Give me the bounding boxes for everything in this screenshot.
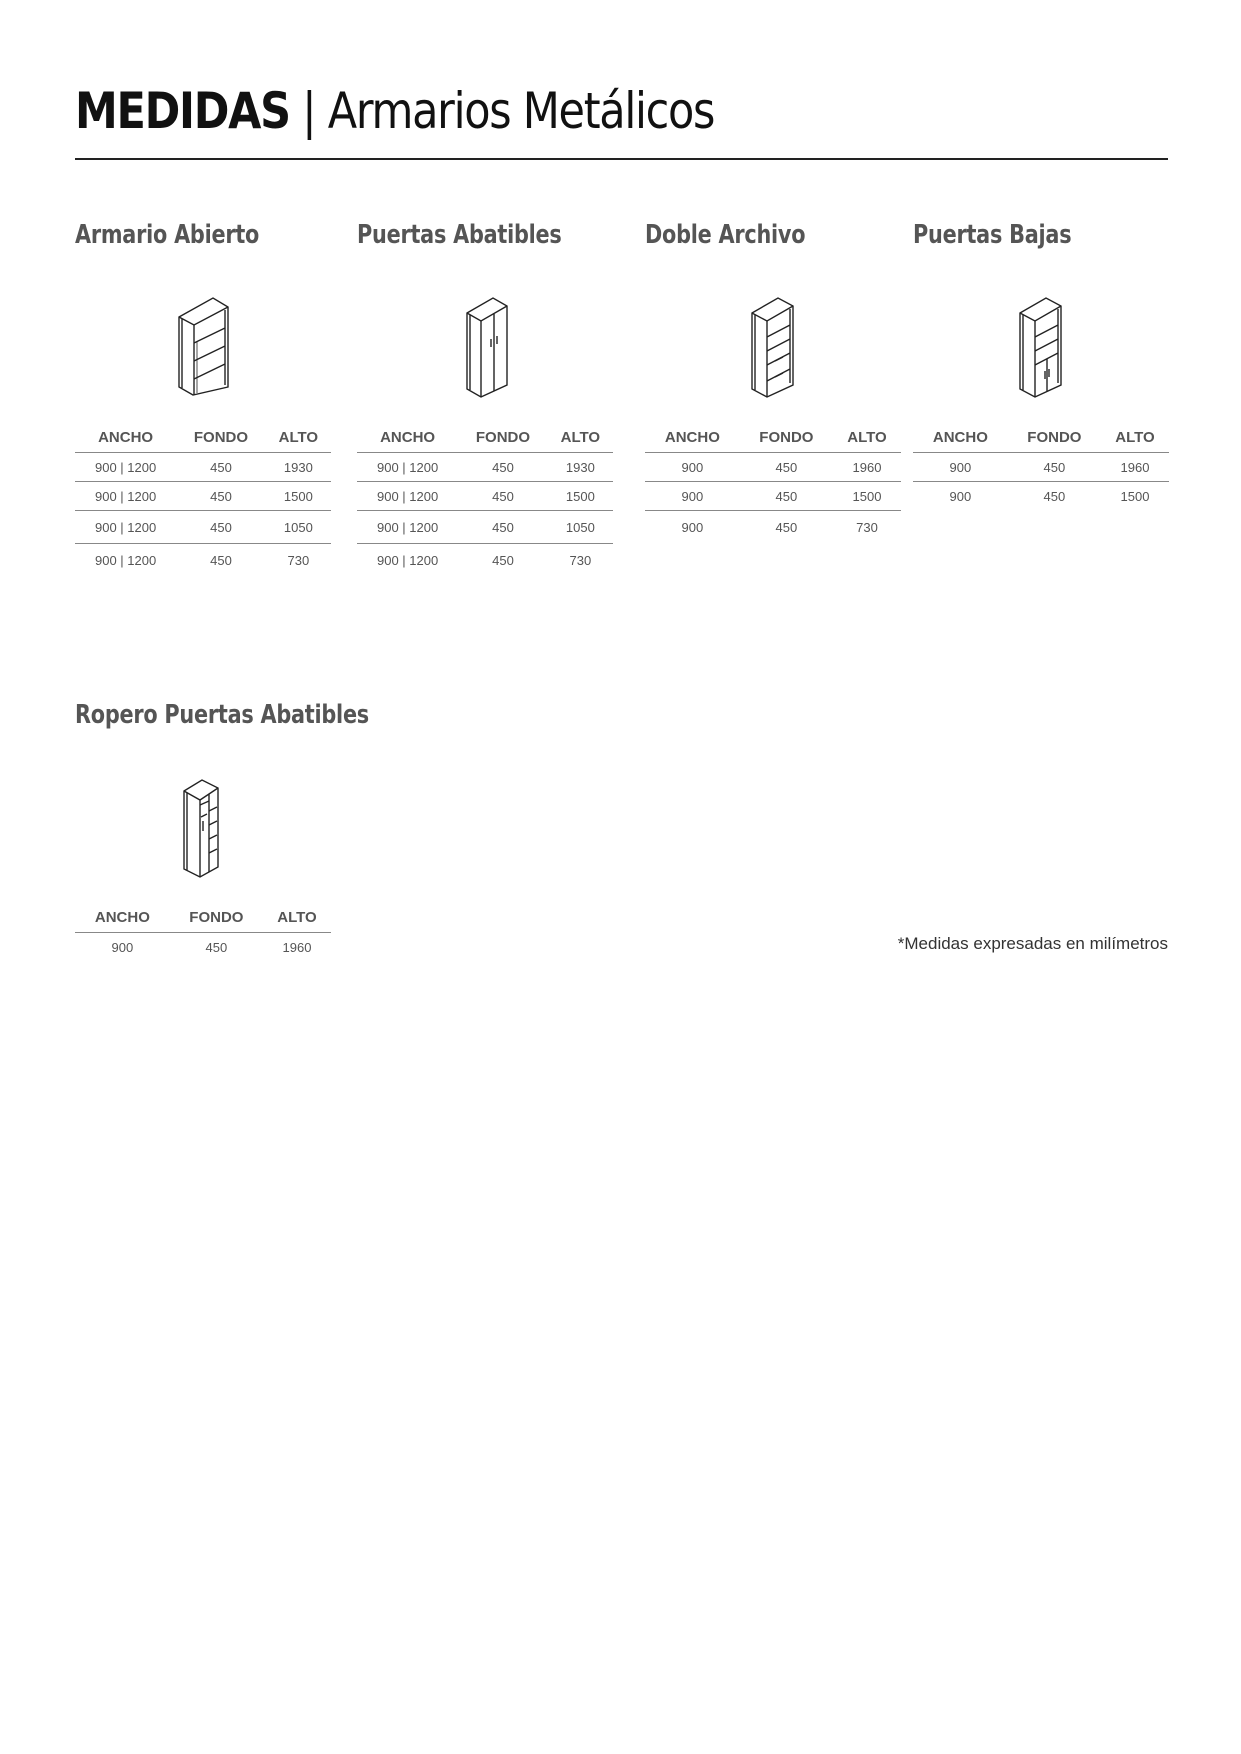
col-ancho: ANCHO <box>75 422 176 453</box>
cell-fondo: 450 <box>775 519 798 535</box>
cell-fondo: 450 <box>1008 453 1101 482</box>
cell-fondo: 450 <box>176 482 266 511</box>
col-ancho: ANCHO <box>645 422 740 453</box>
table-row <box>75 511 331 544</box>
cell-fondo: 450 <box>205 939 228 955</box>
cell-alto: 1930 <box>266 453 331 482</box>
col-alto: ALTO <box>266 422 331 453</box>
section-title: Puertas Abatibles <box>357 220 562 250</box>
dimensions-table <box>357 422 613 576</box>
table-row <box>645 511 901 544</box>
cell-ancho: 900 <box>681 519 704 535</box>
cell-ancho: 900 | 1200 <box>75 511 176 544</box>
col-fondo: FONDO <box>740 422 833 453</box>
table-row <box>913 453 1169 482</box>
cabinet-low-doors-illustration <box>913 295 1169 400</box>
cell-fondo: 450 <box>210 552 232 568</box>
section-title: Doble Archivo <box>645 220 806 250</box>
cell-ancho: 900 | 1200 <box>357 482 458 511</box>
col-alto: ALTO <box>548 422 613 453</box>
title-bold: MEDIDAS <box>75 82 290 140</box>
table-row <box>75 544 331 577</box>
cell-ancho: 900 | 1200 <box>94 552 157 568</box>
cell-ancho: 900 <box>111 939 134 955</box>
cell-alto: 730 <box>569 552 592 568</box>
section-ropero-puertas-abatibles <box>75 700 369 955</box>
page-title <box>75 82 714 140</box>
cell-alto: 1500 <box>833 482 901 511</box>
section-doble-archivo <box>645 220 901 535</box>
cell-fondo: 450 <box>492 552 514 568</box>
title-light: Armarios Metálicos <box>327 82 715 140</box>
col-fondo: FONDO <box>170 902 263 933</box>
col-fondo: FONDO <box>458 422 548 453</box>
col-alto: ALTO <box>833 422 901 453</box>
cell-fondo: 450 <box>740 453 833 482</box>
cell-alto: 730 <box>856 519 878 535</box>
footnote: *Medidas expresadas en milímetros <box>897 934 1168 953</box>
table-row <box>357 482 613 511</box>
cell-ancho: 900 | 1200 <box>357 453 458 482</box>
wardrobe-illustration <box>75 775 331 880</box>
cell-alto: 1050 <box>548 511 613 544</box>
section-armario-abierto <box>75 220 331 568</box>
cell-alto: 1960 <box>833 453 901 482</box>
col-fondo: FONDO <box>176 422 266 453</box>
cell-alto: 730 <box>287 552 310 568</box>
section-puertas-abatibles <box>357 220 613 568</box>
cell-ancho: 900 | 1200 <box>376 552 439 568</box>
cell-alto: 1500 <box>266 482 331 511</box>
cell-alto: 1930 <box>548 453 613 482</box>
table-row <box>645 482 901 511</box>
col-alto: ALTO <box>263 902 331 933</box>
cell-ancho: 900 <box>949 488 972 504</box>
cell-alto: 1500 <box>1120 488 1150 504</box>
dimensions-table <box>75 902 331 961</box>
cell-alto: 1960 <box>1101 453 1169 482</box>
table-row <box>913 482 1169 511</box>
cell-fondo: 450 <box>1043 488 1066 504</box>
table-row <box>357 453 613 482</box>
dimensions-table <box>75 422 331 576</box>
cell-ancho: 900 <box>645 453 740 482</box>
col-fondo: FONDO <box>1008 422 1101 453</box>
cell-fondo: 450 <box>458 482 548 511</box>
cell-ancho: 900 | 1200 <box>357 511 458 544</box>
section-puertas-bajas <box>913 220 1169 504</box>
cabinet-doors-illustration <box>357 295 613 400</box>
cabinet-filing-illustration <box>645 295 901 400</box>
cabinet-open-illustration <box>75 295 331 400</box>
table-row <box>75 453 331 482</box>
section-title: Ropero Puertas Abatibles <box>75 700 369 730</box>
title-separator: | <box>302 82 316 140</box>
col-ancho: ANCHO <box>357 422 458 453</box>
table-row <box>75 933 331 962</box>
dimensions-table <box>913 422 1169 510</box>
section-title: Puertas Bajas <box>913 220 1072 250</box>
title-rule <box>75 158 1168 160</box>
table-row <box>75 482 331 511</box>
table-row <box>357 544 613 577</box>
cell-ancho: 900 | 1200 <box>75 482 176 511</box>
cell-fondo: 450 <box>458 511 548 544</box>
cell-ancho: 900 <box>645 482 740 511</box>
col-alto: ALTO <box>1101 422 1169 453</box>
dimensions-table <box>645 422 901 543</box>
cell-fondo: 450 <box>458 453 548 482</box>
table-row <box>645 453 901 482</box>
cell-alto: 1500 <box>548 482 613 511</box>
cell-ancho: 900 <box>913 453 1008 482</box>
cell-fondo: 450 <box>176 453 266 482</box>
cell-fondo: 450 <box>176 511 266 544</box>
cell-fondo: 450 <box>740 482 833 511</box>
cell-alto: 1050 <box>266 511 331 544</box>
cell-ancho: 900 | 1200 <box>75 453 176 482</box>
col-ancho: ANCHO <box>913 422 1008 453</box>
cell-alto: 1960 <box>282 939 312 955</box>
table-row <box>357 511 613 544</box>
section-title: Armario Abierto <box>75 220 260 250</box>
col-ancho: ANCHO <box>75 902 170 933</box>
